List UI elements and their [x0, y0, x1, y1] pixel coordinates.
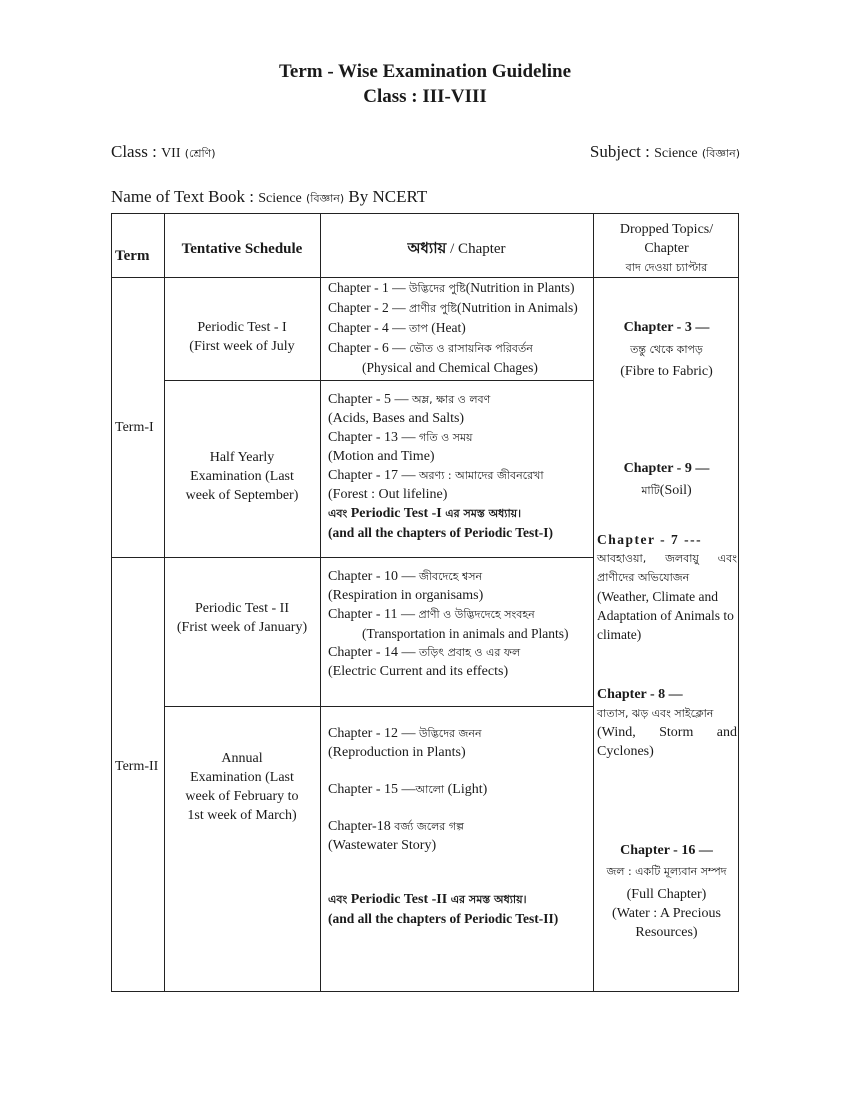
chapter-line: (Motion and Time) [328, 449, 435, 464]
chapters-half-yearly [328, 390, 592, 542]
row-divider [164, 380, 593, 381]
dropped-title: Chapter - 8 — [597, 687, 683, 702]
chapter-line: (Transportation in animals and Plants) [362, 626, 569, 641]
exam-table [111, 213, 739, 992]
dropped-title: Chapter - 3 — [623, 320, 710, 335]
chapter-line: Chapter - 12 — উদ্ভিদের জনন [328, 726, 482, 741]
subject-bn: (বিজ্ঞান) [701, 147, 740, 160]
book-value: Science [258, 191, 302, 206]
dropped-title: Chapter - 7 --- [597, 532, 703, 547]
dropped-chapter-8 [597, 685, 737, 761]
schedule-line: Examination (Last [190, 469, 294, 484]
chapter-line: (Respiration in organisams) [328, 588, 484, 603]
row-divider [164, 706, 593, 707]
header-dropped [593, 220, 740, 277]
header-term: Term [115, 248, 150, 264]
chapter-line: Chapter-18 বর্জ্য জলের গল্প [328, 819, 464, 834]
subject-value: Science [654, 146, 698, 161]
book-label: Name of Text Book : [111, 187, 254, 206]
dropped-title: Chapter - 9 — [623, 461, 710, 476]
dropped-chapter-16 [593, 841, 740, 942]
dropped-bn: জল : একটি মূল্যবান সম্পদ [606, 865, 727, 878]
schedule-line: (First week of July [189, 339, 295, 354]
chapter-line: Chapter - 15 —আলো (Light) [328, 782, 488, 797]
schedule-line: 1st week of March) [187, 808, 297, 823]
class-label: Class : [111, 142, 157, 161]
schedule-line: week of September) [185, 488, 299, 503]
header-chapter [320, 239, 593, 259]
subject-line [590, 142, 740, 164]
schedule-periodic-test-2 [164, 599, 320, 637]
chapter-line: (Physical and Chemical Chages) [362, 360, 538, 375]
chapter-line: এবং Periodic Test -II এর সমস্ত অধ্যায়। [328, 892, 527, 907]
dropped-title: Chapter - 16 — [620, 843, 713, 858]
chapter-line: Chapter - 11 — প্রাণী ও উদ্ভিদদেহে সংবহন [328, 607, 535, 622]
header-dropped-bn: বাদ দেওয়া চ্যাপ্টার [625, 261, 708, 274]
class-bn: (শ্রেণি) [184, 147, 216, 160]
dropped-bn: মাটি(Soil) [641, 483, 692, 498]
schedule-annual [164, 749, 320, 825]
chapter-line: (and all the chapters of Periodic Test-II) [328, 911, 559, 926]
schedule-line: Periodic Test - II [194, 601, 289, 616]
dropped-en: (Weather, Climate and Adaptation of Animals to climate) [597, 589, 734, 642]
chapter-line: (Forest : Out lifeline) [328, 487, 448, 502]
schedule-line: Periodic Test - I [197, 320, 287, 335]
chapter-line: (Wastewater Story) [328, 838, 437, 853]
document-title: Term - Wise Examination Guideline [278, 61, 572, 82]
chapter-line: Chapter - 1 — উদ্ভিদের পুষ্টি(Nutrition in Plants) [328, 280, 575, 295]
schedule-half-yearly [164, 448, 320, 505]
term-divider [112, 557, 593, 558]
document-subtitle: Class : III-VIII [363, 86, 487, 107]
schedule-line: (Frist week of January) [176, 620, 308, 635]
chapter-line: Chapter - 13 — গতি ও সময় [328, 430, 473, 445]
chapter-line: (Electric Current and its effects) [328, 664, 509, 679]
header-chapter-en: / Chapter [450, 241, 506, 257]
chapters-annual [328, 724, 592, 928]
dropped-en: (Water : A Precious [612, 906, 721, 921]
dropped-en: (Fibre to Fabric) [620, 364, 713, 379]
chapters-periodic-test-2 [328, 567, 592, 681]
chapter-line: Chapter - 17 — অরণ্য : আমাদের জীবনরেখা [328, 468, 544, 483]
subject-label: Subject : [589, 142, 650, 161]
term-2-label: Term-II [115, 759, 159, 774]
schedule-line: week of February to [185, 789, 299, 804]
book-by: By NCERT [348, 187, 428, 206]
chapter-line: Chapter - 2 — প্রাণীর পুষ্টি(Nutrition in Animals) [328, 300, 578, 315]
header-schedule: Tentative Schedule [181, 241, 303, 257]
schedule-periodic-test-1 [164, 318, 320, 356]
class-value: VII [161, 146, 181, 161]
dropped-chapter-3 [593, 318, 740, 381]
dropped-chapter-7 [597, 530, 737, 644]
dropped-bn: আবহাওয়া, জলবায়ু এবং প্রাণীদের অভিযোজন [597, 552, 737, 584]
chapter-line: (Reproduction in Plants) [328, 745, 466, 760]
dropped-en: (Wind, Storm and Cyclones) [597, 725, 737, 759]
chapter-line: Chapter - 6 — ভৌত ও রাসায়নিক পরিবর্তন [328, 340, 533, 355]
textbook-line [111, 187, 427, 209]
chapter-line: (and all the chapters of Periodic Test-I) [328, 525, 553, 540]
book-bn: (বিজ্ঞান) [306, 192, 345, 205]
schedule-line: Annual [221, 751, 263, 766]
header-dropped-line1: Dropped Topics/ [619, 222, 714, 237]
dropped-bn: তন্তু থেকে কাপড় [630, 343, 703, 356]
dropped-bn: বাতাস, ঝড় এবং সাইক্লোন [597, 707, 714, 720]
chapter-line: Chapter - 4 — তাপ (Heat) [328, 320, 466, 335]
dropped-en: Resources) [635, 925, 698, 940]
dropped-en: (Full Chapter) [626, 887, 707, 902]
dropped-chapter-9 [593, 459, 740, 500]
col-divider [320, 214, 321, 991]
header-dropped-line2: Chapter [644, 241, 689, 256]
header-chapter-bn: অধ্যায় [407, 239, 447, 257]
class-line [111, 142, 216, 164]
chapters-periodic-test-1 [328, 278, 590, 377]
schedule-line: Half Yearly [209, 450, 275, 465]
chapter-line: Chapter - 5 — অম্ল, ক্ষার ও লবণ [328, 392, 491, 407]
term-1-label: Term-I [115, 420, 154, 435]
schedule-line: Examination (Last [190, 770, 294, 785]
chapter-line: Chapter - 14 — তড়িৎ প্রবাহ ও এর ফল [328, 645, 521, 660]
chapter-line: Chapter - 10 — জীবদেহে শ্বসন [328, 569, 483, 584]
chapter-line: (Acids, Bases and Salts) [328, 411, 465, 426]
chapter-line: এবং Periodic Test -I এর সমস্ত অধ্যায়। [328, 506, 522, 521]
